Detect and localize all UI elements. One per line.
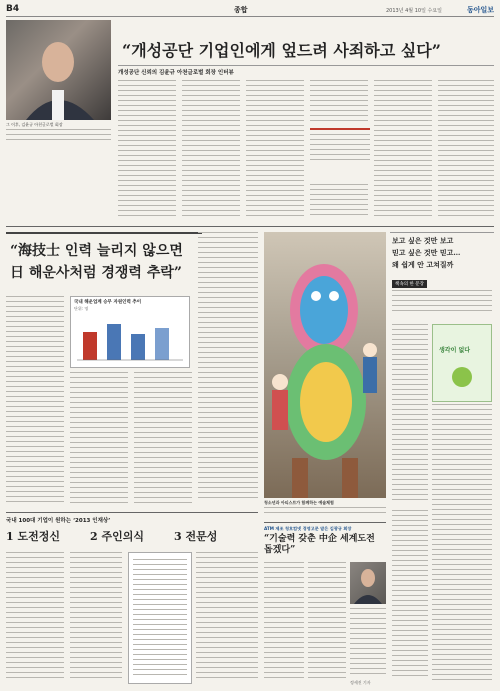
sidebar-title-l1: 보고 싶은 것만 보고 [392,236,454,245]
keyword-1: 1 도전정신 [6,530,60,543]
divider [6,512,258,513]
page-number: B4 [6,4,20,14]
article1-body-col5 [374,80,432,220]
article5-body-col2 [308,562,346,684]
article5-label: ATM 제조 청호컴넷 경영고문 맡은 김광규 회장 [264,526,352,531]
art-caption-text [264,507,386,517]
article1-body-col3 [246,80,304,220]
newspaper-logo: 동아일보 [466,6,494,14]
book-title: 생각이 없다 [439,347,471,354]
article5-body-col3 [350,608,386,678]
chart-bar [107,324,121,360]
divider [118,65,494,66]
article5-byline: 정세진 기자 [350,680,371,685]
sidebar-title-l2: 믿고 싶은 것만 믿고… [392,248,461,257]
article1-subhead: 개성공단 신뢰의 김윤규 아천글로벌 회장 인터뷰 [118,70,234,76]
chart-title: 국내 해운업계 승무 자원인력 추이 [74,300,142,305]
article3-body-col1 [6,552,64,686]
article3-body-col2 [70,552,122,686]
book-illustration-icon [433,325,491,401]
divider [6,226,494,227]
article3-title: 국내 100대 기업이 원하는 ‘2013 인재상’ [6,518,111,524]
sidebar-text-col2 [432,404,492,684]
pull-quote [310,128,370,180]
chart-bar [155,328,169,360]
chart-bar [131,334,145,360]
art-photo-caption: 청소년과 아티스트가 함께하는 예술체험 [264,500,334,505]
keyword-3: 3 전문성 [174,530,218,543]
chart-unit: 단위: 명 [74,306,89,311]
keyword-row [6,528,258,546]
sidebar-text-col1 [392,324,428,504]
seafarer-chart [70,296,190,368]
photo-caption: 그 이후, 김윤규 아천글로벌 회장 [6,122,63,127]
article2-headline-l2: 日 해운사처럼 경쟁력 추락” [10,265,182,281]
article5-headline: “기술력 갖춘 中企 세계도전 돕겠다” [264,534,375,555]
book-cover [432,324,492,402]
chart-bars [71,312,189,367]
article1-body-col4b [310,184,368,220]
person-silhouette-icon [6,20,111,120]
interview-photo [6,20,111,120]
divider [264,522,386,523]
ceo-photo [350,562,386,604]
article1-body-col6 [438,80,494,220]
chart-bar [83,332,97,360]
article3-body-col3 [196,552,258,686]
caption-text [6,129,111,149]
article1-body-col1 [118,80,176,220]
article5-body-col1 [264,562,304,684]
sidebar-title-l3: 왜 쉽게 안 고쳐질까 [392,260,454,269]
sidebar-box [392,236,492,289]
article1-body-col4 [310,80,368,125]
painting-figures-icon [264,232,386,498]
article2-body-col3 [134,372,192,506]
sidebar-text-col1b [392,510,428,684]
art-photo [264,232,386,498]
article1-body-col2 [182,80,240,220]
person-icon [350,562,386,604]
ranking-table [128,552,192,684]
article2-body-col4 [198,232,258,506]
article2-headline-l1: “海技士 인력 늘리지 않으면 [10,243,183,259]
divider [390,232,494,233]
article1-headline: “개성공단 기업인에게 엎드려 사죄하고 싶다” [122,41,441,60]
issue-date: 2013년 4월 10일 수요일 [385,8,442,14]
sidebar-section-label: 책속의 한 문장 [392,280,427,288]
keyword-2: 2 주인의식 [90,530,144,543]
article2-body-col2 [70,372,128,506]
article2-body-col1 [6,296,64,506]
article2-headline-box [6,232,202,292]
section-title: 종합 [234,6,248,14]
sidebar-intro [392,290,492,320]
page-header [6,4,494,17]
